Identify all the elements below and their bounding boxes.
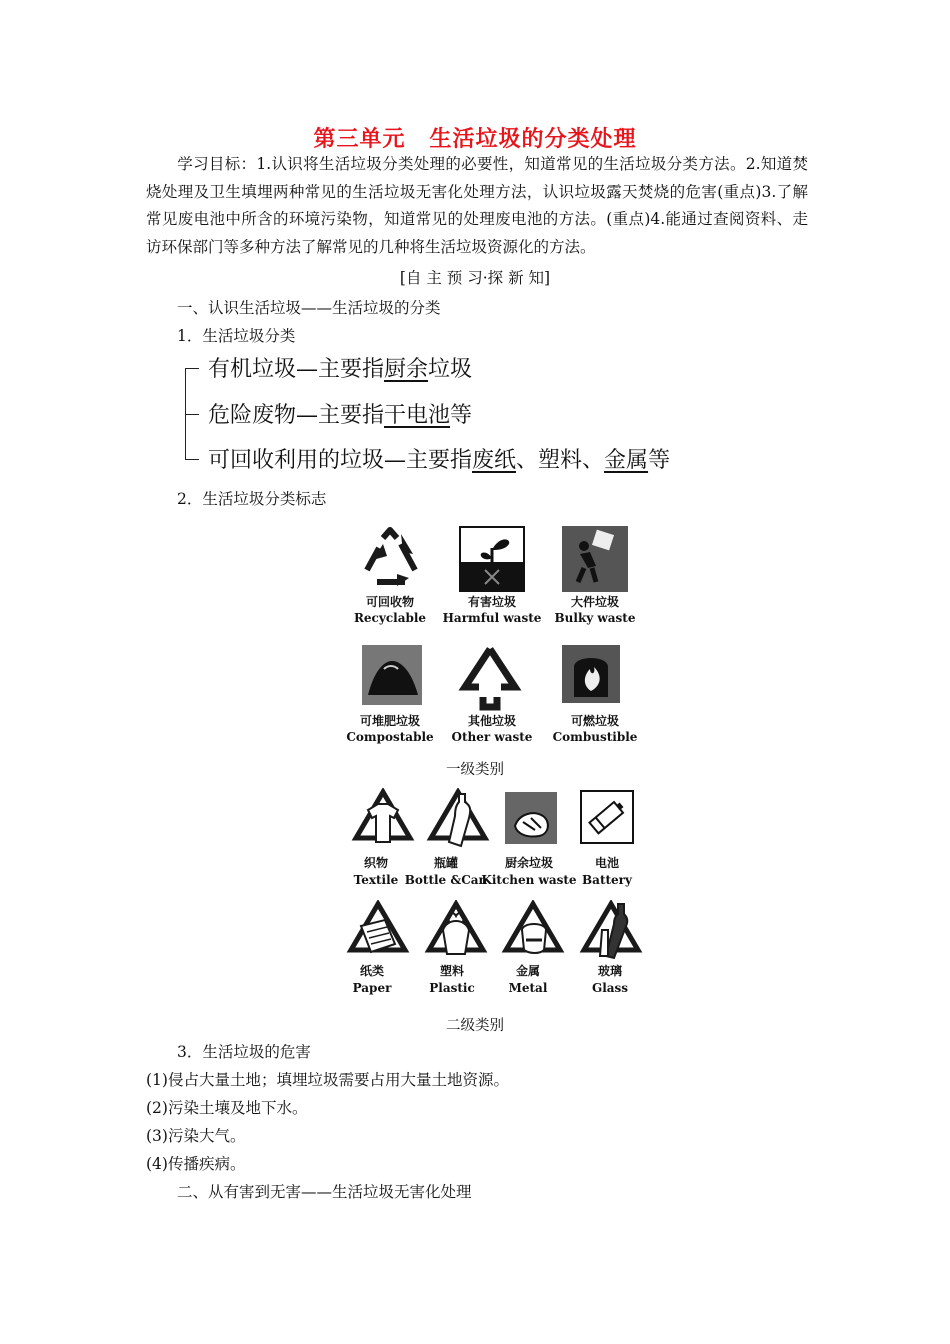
harm-item: (3)污染大气。 <box>146 1127 246 1145</box>
sign-label-en: Metal <box>508 981 548 995</box>
sign-label-cn: 其他垃圾 <box>467 714 516 728</box>
sign-label-en: Other waste <box>451 730 533 744</box>
harm-item: (4)传播疾病。 <box>146 1155 246 1173</box>
level1-caption: 一级类别 <box>446 762 504 778</box>
sign-label-en: Bottle &Can <box>404 873 488 887</box>
harmful-waste-icon <box>459 526 525 592</box>
subheading-harms: 3．生活垃圾的危害 <box>177 1043 311 1061</box>
sign-label-cn: 大件垃圾 <box>570 595 619 609</box>
compost-icon <box>362 645 428 711</box>
row-text: 危险废物—主要指 <box>208 403 385 428</box>
metal-icon <box>500 900 566 966</box>
row-text: 等 <box>648 448 671 473</box>
row-answer: 干电池 <box>384 403 451 428</box>
row-text: 、塑料、 <box>516 448 605 473</box>
title-topic: 生活垃圾的分类处理 <box>429 127 637 152</box>
sign-label-cn: 厨余垃圾 <box>504 856 553 870</box>
sign-label-en: Glass <box>591 981 629 995</box>
bulky-waste-icon <box>562 526 628 592</box>
title-unit: 第三单元 <box>313 127 406 152</box>
sign-label-en: Recyclable <box>353 611 427 625</box>
classification-tree <box>182 350 702 480</box>
recycle-icon <box>357 526 423 592</box>
row-answer: 废纸 <box>472 448 517 473</box>
sign-label-cn: 可回收物 <box>365 595 414 609</box>
sign-label-cn: 可燃垃圾 <box>570 714 619 728</box>
kitchen-waste-icon <box>505 792 571 858</box>
row-answer: 厨余 <box>384 357 429 382</box>
paper-icon <box>345 900 411 966</box>
sign-label-en: Bulky waste <box>554 611 636 625</box>
bottle-can-icon <box>425 788 491 854</box>
row-text: 可回收利用的垃圾—主要指 <box>208 448 473 473</box>
row-text: 垃圾 <box>428 357 473 382</box>
sign-label-en: Harmful waste <box>442 611 542 625</box>
sign-label-cn: 有害垃圾 <box>467 595 516 609</box>
sign-label-cn: 电池 <box>594 856 619 870</box>
tree-tick <box>185 414 199 415</box>
harm-item: (2)污染土壤及地下水。 <box>146 1099 308 1117</box>
tree-row-hazardous <box>208 398 472 429</box>
level2-caption: 二级类别 <box>446 1018 504 1034</box>
tree-row-organic <box>208 352 472 383</box>
row-text: 有机垃圾—主要指 <box>208 357 385 382</box>
row-text: 等 <box>450 403 473 428</box>
sign-label-cn: 瓶罐 <box>433 856 458 870</box>
sign-label-cn: 塑料 <box>439 964 464 978</box>
page-title <box>0 122 950 153</box>
learning-objectives <box>146 151 808 261</box>
battery-icon <box>580 790 646 856</box>
sign-label-en: Kitchen waste <box>481 873 577 887</box>
sign-label-cn: 玻璃 <box>597 964 622 978</box>
harm-item: (1)侵占大量土地；填埋垃圾需要占用大量土地资源。 <box>146 1071 509 1089</box>
sign-label-cn: 织物 <box>363 856 388 870</box>
combustible-icon <box>562 645 628 711</box>
other-waste-icon <box>457 645 523 711</box>
subheading-signs: 2．生活垃圾分类标志 <box>177 490 327 508</box>
glass-icon <box>578 900 644 966</box>
sign-label-en: Plastic <box>429 981 475 995</box>
tree-tick <box>185 459 199 460</box>
sign-label-cn: 纸类 <box>359 964 384 978</box>
sign-label-en: Compostable <box>346 730 434 744</box>
subheading-classification: 1．生活垃圾分类 <box>177 327 296 345</box>
textile-icon <box>350 788 416 854</box>
row-answer: 金属 <box>604 448 649 473</box>
sign-label-en: Battery <box>582 873 632 887</box>
section-banner: [自 主 预 习·探 新 知] <box>399 269 551 287</box>
tree-row-recyclable <box>208 443 670 474</box>
sign-label-en: Combustible <box>552 730 638 744</box>
heading-harmless-treatment: 二、从有害到无害——生活垃圾无害化处理 <box>177 1183 472 1201</box>
sign-label-en: Textile <box>353 873 399 887</box>
heading-classification: 一、认识生活垃圾——生活垃圾的分类 <box>177 299 441 317</box>
objectives-text: 学习目标：1.认识将生活垃圾分类处理的必要性，知道常见的生活垃圾分类方法。2.知道焚烧处理及卫生填埋两种常见的生活垃圾无害化处理方法，认识垃圾露天焚烧的危害(重点)3.了解常见废电池中所含的环境污染物，知道常见的处理废电池的方法。(重点)4.能通过查阅资料、走访环保部门等多种方法了解常见的几种将生活垃圾资源化的方法。 <box>146 155 808 256</box>
tree-tick <box>185 368 199 369</box>
sign-label-en: Paper <box>352 981 392 995</box>
sign-label-cn: 可堆肥垃圾 <box>359 714 420 728</box>
sign-label-cn: 金属 <box>515 964 540 978</box>
plastic-icon <box>423 900 489 966</box>
